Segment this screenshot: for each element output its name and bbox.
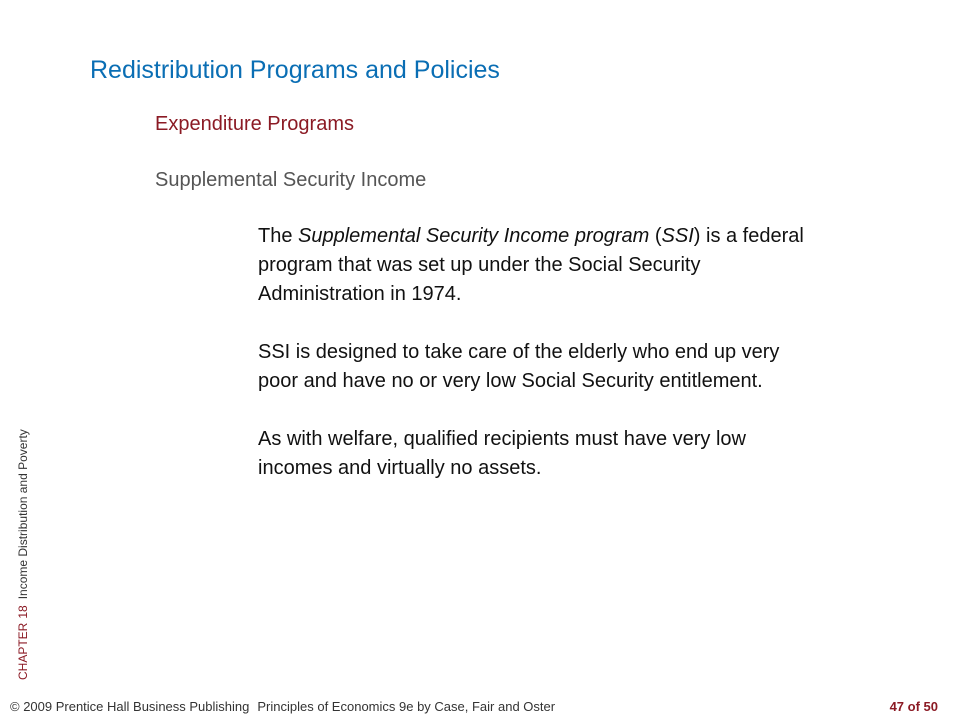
chapter-number: 18	[16, 605, 30, 619]
subsection-heading: Supplemental Security Income	[155, 169, 427, 191]
term-ssi-program: Supplemental Security Income program	[298, 225, 650, 247]
footer-copyright	[10, 699, 555, 714]
chapter-label: CHAPTER	[16, 622, 30, 680]
body-text	[258, 222, 818, 512]
section-heading: Expenditure Programs	[155, 113, 354, 135]
paragraph-1-pre: The	[258, 225, 299, 247]
paragraph-ssi-definition	[258, 222, 818, 309]
copyright-text: © 2009 Prentice Hall Business Publishing	[10, 699, 250, 714]
paragraph-ssi-eligibility: As with welfare, qualified recipients must have very low incomes and virtually no assets.	[258, 428, 746, 479]
page-number: 47 of 50	[889, 699, 938, 714]
term-ssi-abbrev: SSI	[661, 225, 694, 247]
paragraph-1-mid: (	[649, 225, 662, 247]
paragraph-1-post: ) is a federal program that was set up under the Social Security Administration in 1974.	[258, 225, 804, 305]
paragraph-ssi-purpose: SSI is designed to take care of the elderly who end up very poor and have no or very low Social Security entitlement.	[258, 341, 780, 392]
chapter-side-label	[16, 429, 30, 680]
slide-title: Redistribution Programs and Policies	[90, 56, 500, 84]
chapter-title: Income Distribution and Poverty	[16, 429, 30, 600]
book-title: Principles of Economics 9e by Case, Fair and Oster	[257, 699, 556, 714]
